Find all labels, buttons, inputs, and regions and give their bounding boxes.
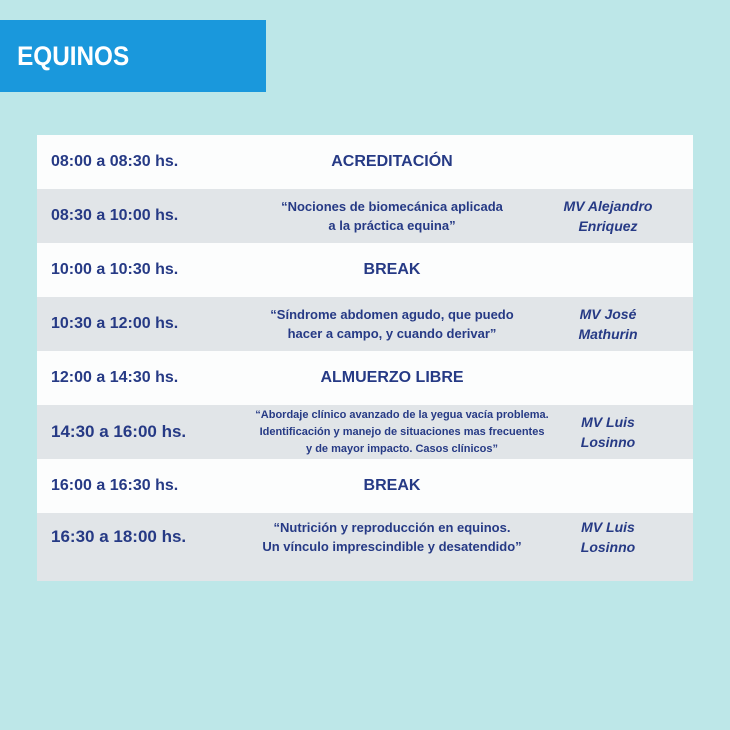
speaker-name [533, 405, 683, 459]
talk-title [232, 297, 552, 351]
speaker-name-line: MV Luis [581, 519, 635, 535]
schedule-table [37, 135, 693, 581]
schedule-row [37, 135, 693, 189]
speaker-name-line: Enriquez [578, 218, 638, 234]
speaker-name-line: MV Alejandro [563, 198, 653, 214]
talk-title-line: Un vínculo imprescindible y desatendido” [262, 539, 522, 554]
speaker-name [533, 297, 683, 351]
activity-label: BREAK [363, 477, 421, 494]
speaker-name-line: Losinno [580, 539, 636, 555]
talk-title-line: “Abordaje clínico avanzado de la yegua vacía problema. [255, 408, 549, 421]
talk-title-line: y de mayor impacto. Casos clínicos” [306, 442, 498, 455]
talk-title-line: “Nociones de biomecánica aplicada [281, 199, 503, 214]
title-banner [0, 20, 266, 92]
time-slot: 08:00 a 08:30 hs. [51, 153, 179, 170]
speaker-name-line: MV José [579, 306, 637, 322]
schedule-row [37, 297, 693, 351]
talk-title [217, 405, 587, 459]
schedule-row [37, 189, 693, 243]
talk-title [232, 513, 552, 561]
talk-title-line: hacer a campo, y cuando derivar” [287, 326, 497, 341]
speaker-name-line: MV Luis [581, 414, 635, 430]
time-slot: 12:00 a 14:30 hs. [51, 369, 179, 386]
speaker-name [533, 513, 683, 561]
time-slot: 10:30 a 12:00 hs. [51, 315, 179, 332]
time-slot: 14:30 a 16:00 hs. [51, 422, 187, 441]
talk-title-line: “Síndrome abdomen agudo, que puedo [270, 307, 514, 322]
speaker-name-line: Losinno [580, 434, 636, 450]
talk-title [232, 189, 552, 243]
activity-label: ACREDITACIÓN [331, 153, 453, 170]
schedule-row [37, 351, 693, 405]
time-slot: 10:00 a 10:30 hs. [51, 261, 179, 278]
time-slot: 16:30 a 18:00 hs. [51, 527, 187, 546]
talk-title-line: a la práctica equina” [328, 218, 456, 233]
time-slot: 16:00 a 16:30 hs. [51, 477, 179, 494]
schedule-row [37, 405, 693, 459]
time-slot: 08:30 a 10:00 hs. [51, 207, 179, 224]
speaker-name [533, 189, 683, 243]
schedule-row [37, 459, 693, 513]
page-title: EQUINOS [17, 40, 130, 71]
schedule-row [37, 513, 693, 581]
speaker-name-line: Mathurin [578, 326, 638, 342]
talk-title-line: “Nutrición y reproducción en equinos. [273, 520, 511, 535]
activity-label: BREAK [363, 261, 421, 278]
schedule-row [37, 243, 693, 297]
talk-title-line: Identificación y manejo de situaciones mas frecuentes [259, 425, 545, 438]
activity-label: ALMUERZO LIBRE [320, 369, 464, 386]
